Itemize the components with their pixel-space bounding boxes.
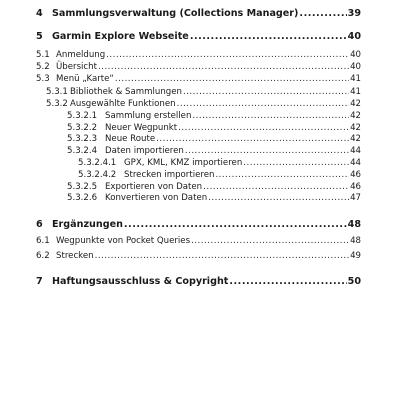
toc-entry-page: 42: [350, 123, 361, 133]
toc-entry-page: 47: [350, 193, 361, 203]
toc-entry[interactable]: [36, 236, 361, 246]
toc-entry[interactable]: [67, 123, 361, 133]
toc-entry-number: 5.3.2.3: [67, 134, 98, 144]
toc-entry-title: Garmin Explore Webseite: [52, 31, 189, 42]
toc-entry-page: 41: [350, 87, 361, 97]
dot-leader: [178, 123, 349, 133]
toc-entry[interactable]: [36, 62, 361, 72]
toc-entry[interactable]: [36, 50, 361, 60]
toc-entry-title: GPX, KML, KMZ importieren: [124, 158, 243, 168]
toc-entry-page: 44: [350, 158, 361, 168]
toc-entry[interactable]: [36, 251, 361, 261]
toc-entry-number: 5.3.2.4.1: [78, 158, 117, 168]
toc-entry-title: Konvertieren von Daten: [105, 193, 208, 203]
toc-entry-page: 40: [347, 31, 361, 42]
dot-leader: [215, 170, 349, 180]
toc-entry[interactable]: [46, 87, 361, 97]
toc-entry-title: Neue Route: [105, 134, 156, 144]
toc-entry-number: 5.3.2.1: [67, 111, 98, 121]
toc-entry-number: 5.3: [36, 74, 50, 84]
dot-leader: [229, 276, 346, 287]
dot-leader: [115, 74, 349, 84]
dot-leader: [124, 219, 347, 230]
dot-leader: [183, 87, 349, 97]
toc-entry-title: Sammlung erstellen: [105, 111, 192, 121]
toc-entry-page: 42: [350, 99, 361, 109]
toc-entry-title: Exportieren von Daten: [105, 182, 203, 192]
toc-entry-title: Strecken: [56, 251, 94, 261]
dot-leader: [98, 62, 349, 72]
toc-entry-number: 7: [36, 276, 43, 287]
toc-entry-number: 5.3.2: [46, 99, 68, 109]
toc-entry[interactable]: [46, 99, 361, 109]
toc-entry[interactable]: [78, 170, 361, 180]
dot-leader: [191, 236, 349, 246]
toc-entry-number: 6.2: [36, 251, 50, 261]
toc-entry-number: 5.3.2.2: [67, 123, 98, 133]
toc-entry-title: Ausgewählte Funktionen: [70, 99, 176, 109]
toc-entry[interactable]: [67, 146, 361, 156]
toc-entry[interactable]: [36, 8, 361, 19]
toc-entry-number: 5.1: [36, 50, 50, 60]
toc-entry-number: 5: [36, 31, 43, 42]
toc-entry-number: 5.3.2.5: [67, 182, 98, 192]
toc-entry-title: Ergänzungen: [52, 219, 123, 230]
toc-entry[interactable]: [67, 182, 361, 192]
toc-entry-page: 48: [350, 236, 361, 246]
toc-entry-page: 48: [347, 219, 361, 230]
toc-entry-number: 5.3.2.6: [67, 193, 98, 203]
toc-entry-page: 42: [350, 134, 361, 144]
dot-leader: [192, 111, 349, 121]
toc-entry-number: 5.3.2.4: [67, 146, 98, 156]
toc-entry[interactable]: [36, 276, 361, 287]
toc-entry[interactable]: [67, 134, 361, 144]
dot-leader: [299, 8, 346, 19]
dot-leader: [106, 50, 349, 60]
toc-entry[interactable]: [78, 158, 361, 168]
toc-entry-page: 46: [350, 182, 361, 192]
toc-entry-number: 6: [36, 219, 43, 230]
toc-entry-page: 39: [347, 8, 361, 19]
toc-entry-page: 46: [350, 170, 361, 180]
toc-entry-title: Übersicht: [56, 62, 97, 72]
toc-entry-title: Anmeldung: [56, 50, 106, 60]
toc-entry[interactable]: [36, 74, 361, 84]
toc-entry-number: 5.2: [36, 62, 50, 72]
toc-entry-page: 50: [347, 276, 361, 287]
dot-leader: [177, 99, 349, 109]
toc-entry-page: 42: [350, 111, 361, 121]
toc-entry-title: Daten importieren: [105, 146, 184, 156]
dot-leader: [208, 193, 349, 203]
dot-leader: [95, 251, 349, 261]
toc-entry-title: Menü „Karte“: [56, 74, 114, 84]
toc-entry-number: 5.3.1: [46, 87, 68, 97]
toc-entry-title: Wegpunkte von Pocket Queries: [56, 236, 191, 246]
dot-leader: [190, 31, 347, 42]
toc-entry-title: Sammlungsverwaltung (Collections Manager): [52, 8, 299, 19]
toc-entry-number: 6.1: [36, 236, 50, 246]
toc-entry-title: Haftungsausschluss & Copyright: [52, 276, 229, 287]
toc-entry-page: 44: [350, 146, 361, 156]
toc-entry[interactable]: [36, 31, 361, 42]
dot-leader: [156, 134, 349, 144]
toc-entry-title: Strecken importieren: [124, 170, 215, 180]
toc-entry-title: Bibliothek & Sammlungen: [70, 87, 182, 97]
toc-entry[interactable]: [67, 111, 361, 121]
toc-entry-number: 4: [36, 8, 43, 19]
toc-entry-page: 40: [350, 62, 361, 72]
dot-leader: [203, 182, 349, 192]
toc-entry[interactable]: [67, 193, 361, 203]
toc-entry-page: 40: [350, 50, 361, 60]
toc-entry[interactable]: [36, 219, 361, 230]
toc-entry-number: 5.3.2.4.2: [78, 170, 117, 180]
toc-entry-title: Neuer Wegpunkt: [105, 123, 178, 133]
toc-entry-page: 41: [350, 74, 361, 84]
dot-leader: [243, 158, 349, 168]
dot-leader: [185, 146, 349, 156]
toc-entry-page: 49: [350, 251, 361, 261]
